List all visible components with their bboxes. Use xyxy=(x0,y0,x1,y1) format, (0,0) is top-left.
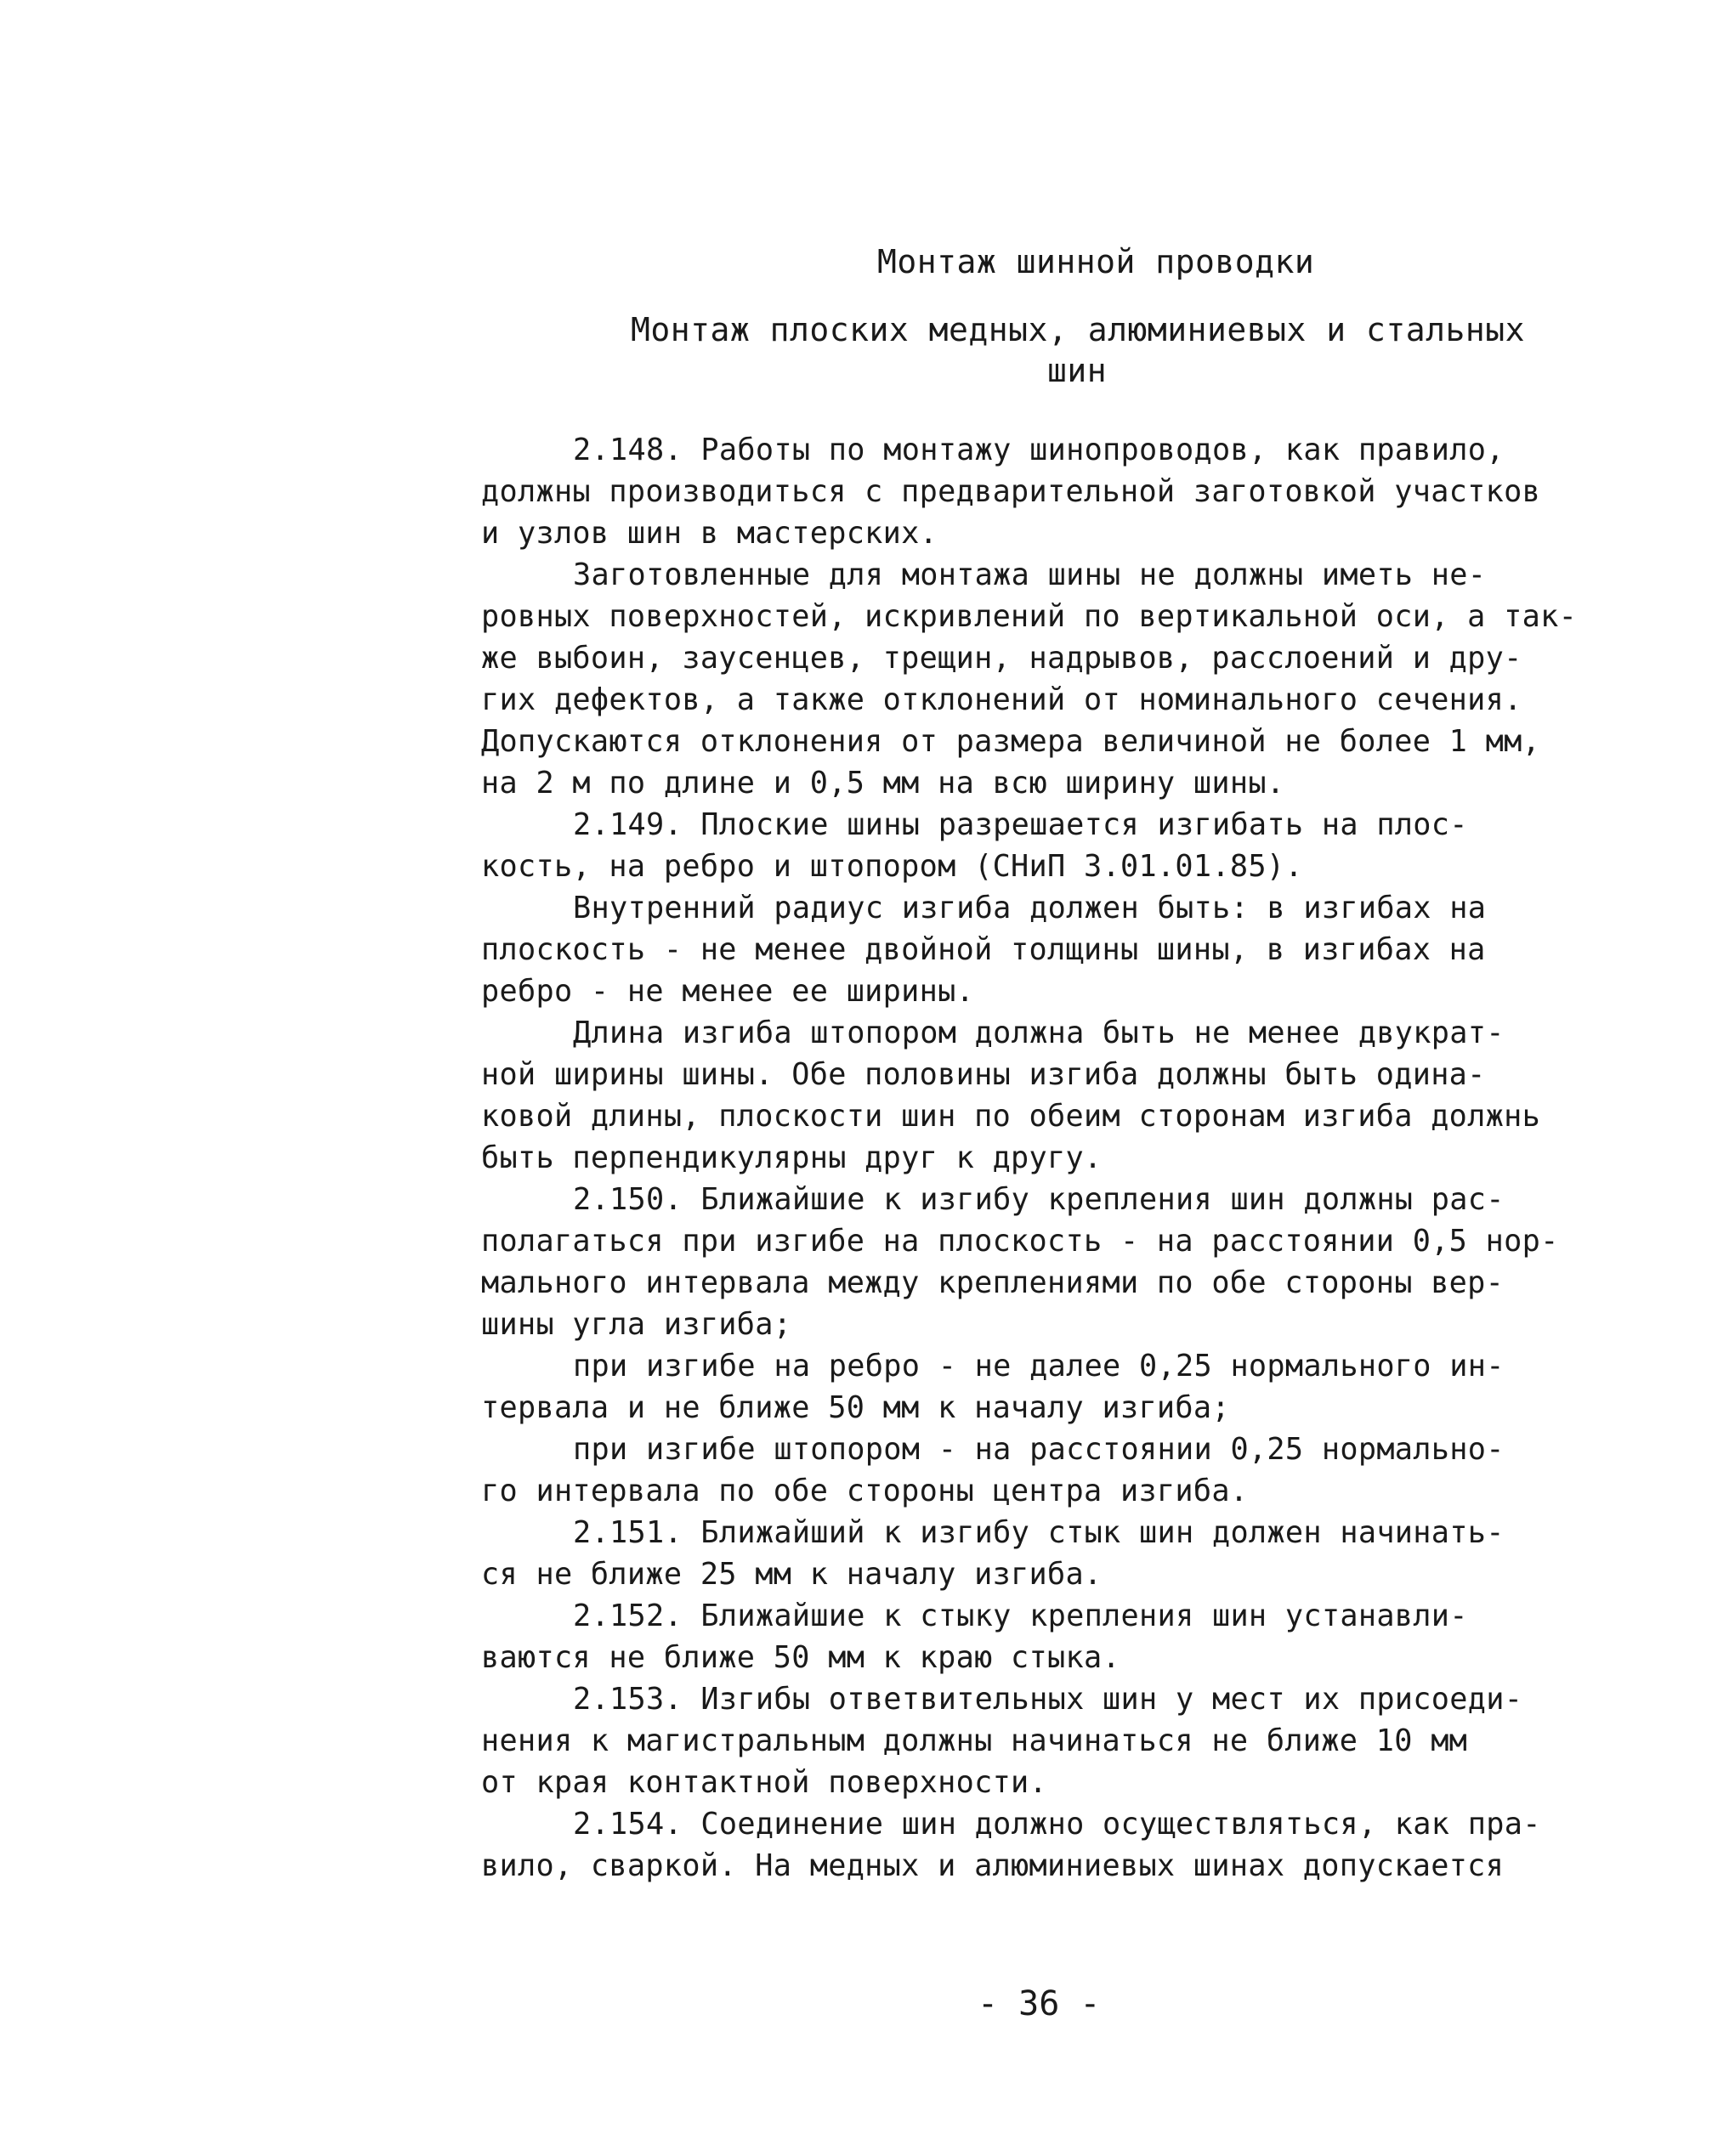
text-line: при изгибе на ребро - не далее 0,25 нормального ин- xyxy=(573,1349,1505,1384)
text-line: должны производиться с предварительной заготовкой участков xyxy=(481,474,1541,509)
text-line: Заготовленные для монтажа шины не должны иметь не- xyxy=(573,557,1487,592)
text-line: же выбоин, заусенцев, трещин, надрывов, расслоений и дру- xyxy=(481,641,1522,676)
page-number: - 36 - xyxy=(978,1984,1101,2023)
text-line: нения к магистральным должны начинаться не ближе 10 мм xyxy=(481,1723,1468,1758)
text-line: го интервала по обе стороны центра изгиба. xyxy=(481,1474,1249,1508)
text-line: Длина изгиба штопором должна быть не менее двукрат- xyxy=(573,1016,1505,1050)
text-line: ся не ближе 25 мм к началу изгиба. xyxy=(481,1557,1103,1592)
text-line: 2.152. Ближайшие к стыку крепления шин устанавли- xyxy=(573,1599,1468,1633)
subsection-title-line2: шин xyxy=(1047,352,1108,389)
text-line: 2.149. Плоские шины разрешается изгибать на плос- xyxy=(573,807,1468,842)
text-line: ваются не ближе 50 мм к краю стыка. xyxy=(481,1640,1120,1675)
body-text xyxy=(481,429,1629,1887)
text-line: и узлов шин в мастерских. xyxy=(481,516,938,551)
text-line: 2.153. Изгибы ответвительных шин у мест их присоеди- xyxy=(573,1682,1523,1717)
text-line: тервала и не ближе 50 мм к началу изгиба; xyxy=(481,1390,1230,1425)
text-line: Допускаются отклонения от размера величиной не более 1 мм, xyxy=(481,724,1541,759)
text-line: полагаться при изгибе на плоскость - на расстоянии 0,5 нор- xyxy=(481,1224,1559,1259)
text-line: ковой длины, плоскости шин по обеим сторонам изгиба должнь xyxy=(481,1099,1541,1134)
text-line: ной ширины шины. Обе половины изгиба должны быть одина- xyxy=(481,1057,1486,1092)
text-line: вило, сваркой. На медных и алюминиевых шинах допускается xyxy=(481,1848,1505,1883)
text-line: ровных поверхностей, искривлений по вертикальной оси, а так- xyxy=(481,599,1578,634)
text-line: Внутренний радиус изгиба должен быть: в изгибах на xyxy=(573,891,1487,925)
text-line: плоскость - не менее двойной толщины шины, в изгибах на xyxy=(481,932,1486,967)
subsection-title-line1: Монтаж плоских медных, алюминиевых и стальных xyxy=(631,311,1526,348)
text-line: гих дефектов, а также отклонений от номинального сечения. xyxy=(481,682,1522,717)
text-line: кость, на ребро и штопором (СНиП 3.01.01.85). xyxy=(481,849,1303,884)
text-line: 2.150. Ближайшие к изгибу крепления шин должны рас- xyxy=(573,1182,1505,1217)
text-line: 2.148. Работы по монтажу шинопроводов, как правило, xyxy=(573,433,1505,467)
section-title: Монтаж шинной проводки xyxy=(877,243,1315,280)
text-line: мального интервала между креплениями по обе стороны вер- xyxy=(481,1265,1505,1300)
text-line: от края контактной поверхности. xyxy=(481,1765,1048,1800)
text-line: ребро - не менее ее ширины. xyxy=(481,974,975,1009)
text-line: 2.154. Соединение шин должно осуществляться, как пра- xyxy=(573,1807,1541,1842)
text-line: шины угла изгиба; xyxy=(481,1307,792,1342)
text-line: при изгибе штопором - на расстоянии 0,25 нормально- xyxy=(573,1432,1505,1467)
text-line: быть перпендикулярны друг к другу. xyxy=(481,1140,1103,1175)
text-line: на 2 м по длине и 0,5 мм на всю ширину шины. xyxy=(481,766,1285,801)
text-line: 2.151. Ближайший к изгибу стык шин должен начинать- xyxy=(573,1515,1505,1550)
